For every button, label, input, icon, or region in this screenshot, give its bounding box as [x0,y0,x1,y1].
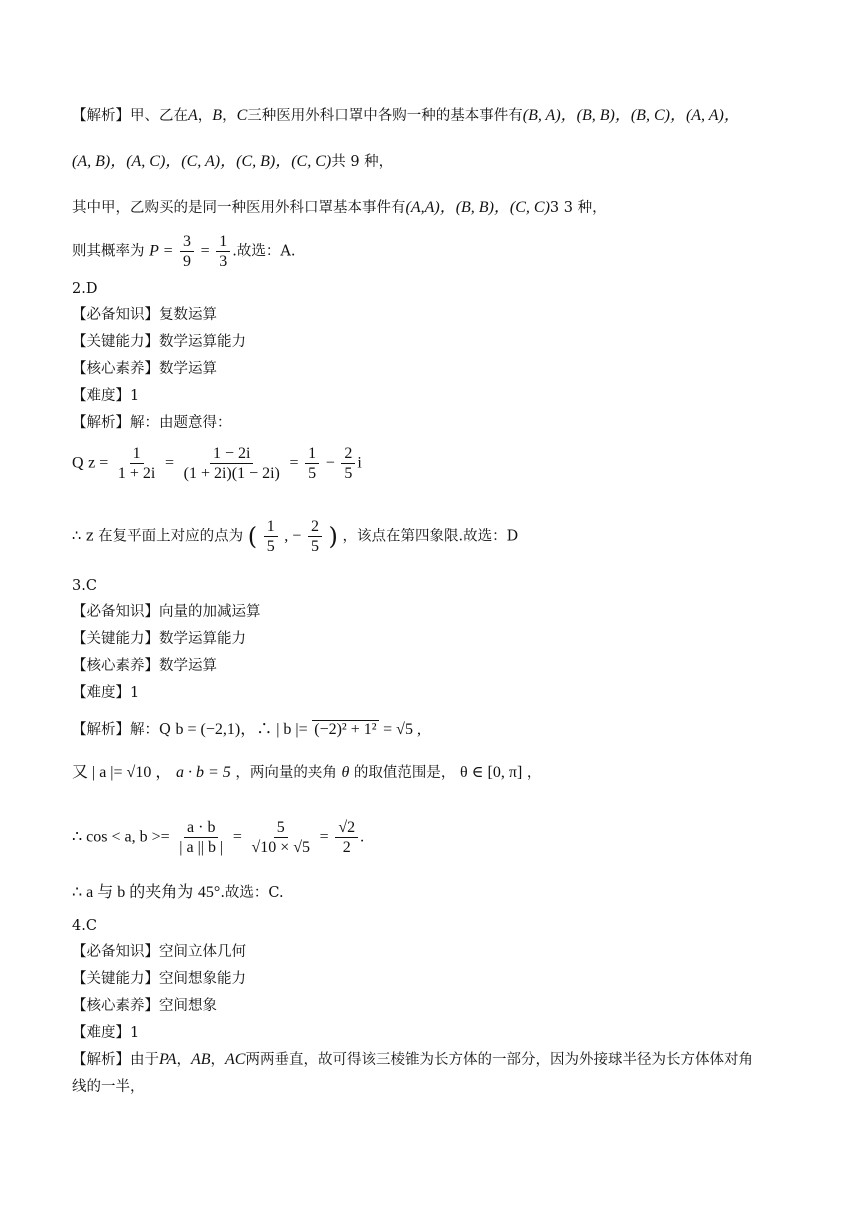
fraction [305,444,319,483]
difficulty-tag: 【难度】1 [72,388,140,404]
denominator: 5 [266,538,275,555]
event-pairs: (A,A)，(B, B)，(C, C) [405,199,550,216]
ability-tag: 【关键能力】空间想象能力 [72,971,246,987]
formula: θ ∈ [0, π] [460,764,523,781]
equals: = [232,828,242,846]
text: 的取值范围是， [353,765,456,781]
analysis-line [72,1050,753,1070]
text: 【解析】由于 [72,1052,159,1068]
event-pairs: (A, B)，(A, C)，(C, A)，(C, B)，(C, C) [72,153,332,170]
var-b: B [212,107,223,124]
fraction [176,818,226,857]
period: . [360,828,365,846]
analysis-line: 线的一半， [72,1079,145,1095]
formula: z = [88,454,109,472]
text: 则其概率为 [72,243,145,260]
analysis-line-3 [72,198,607,218]
analysis-line [72,763,541,783]
probability-line [72,232,295,271]
question-number: 3.C [72,578,97,594]
fraction [341,444,355,483]
text: ， [210,1052,226,1068]
numerator: 1 − 2i [210,444,253,464]
analysis-line-1 [72,106,740,126]
numerator: 1 [305,444,319,464]
text: ， [526,765,542,781]
text: ，两向量的夹角 [235,765,337,781]
text: ， [176,1052,191,1068]
text: ，该点在第四象限.故选：D [342,528,519,545]
text: ， [197,108,213,124]
denominator: 5 [310,538,319,555]
denominator: 5 [344,465,353,482]
var-a: A [188,107,198,124]
text: ， [222,108,237,124]
ability-tag: 【关键能力】数学运算能力 [72,334,246,350]
imag-unit: i [357,454,362,472]
cosine-line [72,818,364,857]
equation-line [72,444,362,483]
difficulty-tag: 【难度】1 [72,685,140,701]
denominator: √10 × √5 [251,839,311,856]
angle: 45° [197,884,221,901]
text: 共 9 种， [331,154,394,170]
event-pairs: (B, A)，(B, B)，(B, C)，(A, A)， [522,107,740,124]
analysis-line-2 [72,152,393,172]
numerator: a · b [184,818,218,838]
knowledge-tag: 【必备知识】向量的加减运算 [72,604,261,620]
equals: = [289,454,299,472]
formula: = √5 , [383,721,421,738]
fraction [248,818,313,857]
numerator: 1 [264,517,278,537]
fraction [335,818,358,857]
denominator: 5 [308,465,317,482]
equals: = [319,828,329,846]
denominator: 1 + 2i [117,465,156,482]
because-symbol: Q [72,454,84,472]
numerator: 3 [180,232,194,252]
difficulty-tag: 【难度】1 [72,1025,140,1041]
separator: , − [284,527,302,545]
fraction [181,444,283,483]
numerator: 1 [216,232,230,252]
equals: = [164,454,175,472]
var-ab: AB [190,1051,211,1068]
text: 三种医用外科口罩中各购一种的基本事件有 [247,108,523,124]
formula: ∴ cos < a, b >= [72,828,170,846]
minus: − [325,454,335,472]
formula: b = (−2,1)，∴ | b |= [175,721,308,738]
conclusion-line [72,883,284,903]
fraction [115,444,158,483]
text: ∴ z 在复平面上对应的点为 [72,528,244,545]
fraction [180,232,194,271]
var-c: C [236,107,248,124]
text: .故选：A. [232,243,296,260]
knowledge-tag: 【必备知识】空间立体几何 [72,944,246,960]
radicand: (−2)² + 1² [314,721,377,738]
analysis-line [72,720,421,740]
literacy-tag: 【核心素养】空间想象 [72,998,217,1014]
literacy-tag: 【核心素养】数学运算 [72,658,217,674]
fraction [308,517,322,556]
theta: θ [341,764,350,781]
formula: a · b = 5 [175,764,231,781]
fraction [216,232,230,271]
text: 【解析】甲、乙在 [72,108,188,124]
fraction [264,517,278,556]
text: .故选：C. [220,885,284,901]
denominator: 3 [219,253,228,270]
var-ac: AC [225,1051,246,1068]
formula: ∴ a 与 b 的夹角为 [72,884,194,901]
literacy-tag: 【核心素养】数学运算 [72,361,217,377]
ability-tag: 【关键能力】数学运算能力 [72,631,246,647]
knowledge-tag: 【必备知识】复数运算 [72,307,217,323]
denominator: 9 [183,253,191,270]
conclusion-line [72,517,518,556]
question-number: 2.D [72,281,98,297]
denominator: | a || b | [179,839,224,856]
text: 其中甲，乙购买的是同一种医用外科口罩基本事件有 [72,200,406,216]
question-number: 4.C [72,918,97,934]
numerator: 2 [308,517,322,537]
text: 两两垂直，故可得该三棱锥为长方体的一部分，因为外接球半径为长方体体对角 [245,1052,753,1068]
numerator: 5 [274,818,288,838]
numerator: 2 [341,444,355,464]
denominator: (1 + 2i)(1 − 2i) [183,465,280,482]
numerator: 1 [130,444,144,464]
formula: P = [149,242,174,260]
denominator: 2 [342,839,351,856]
text: 3 3 种， [549,200,607,216]
equals: = [200,242,210,260]
numerator: √2 [335,818,358,838]
analysis-heading: 【解析】解：由题意得： [72,415,232,431]
paren: ) [328,522,338,551]
formula: 又 | a |= √10 ， [72,764,172,781]
paren: ( [247,522,258,551]
text: 【解析】解：Q [72,722,171,738]
var-pa: PA [159,1051,177,1068]
